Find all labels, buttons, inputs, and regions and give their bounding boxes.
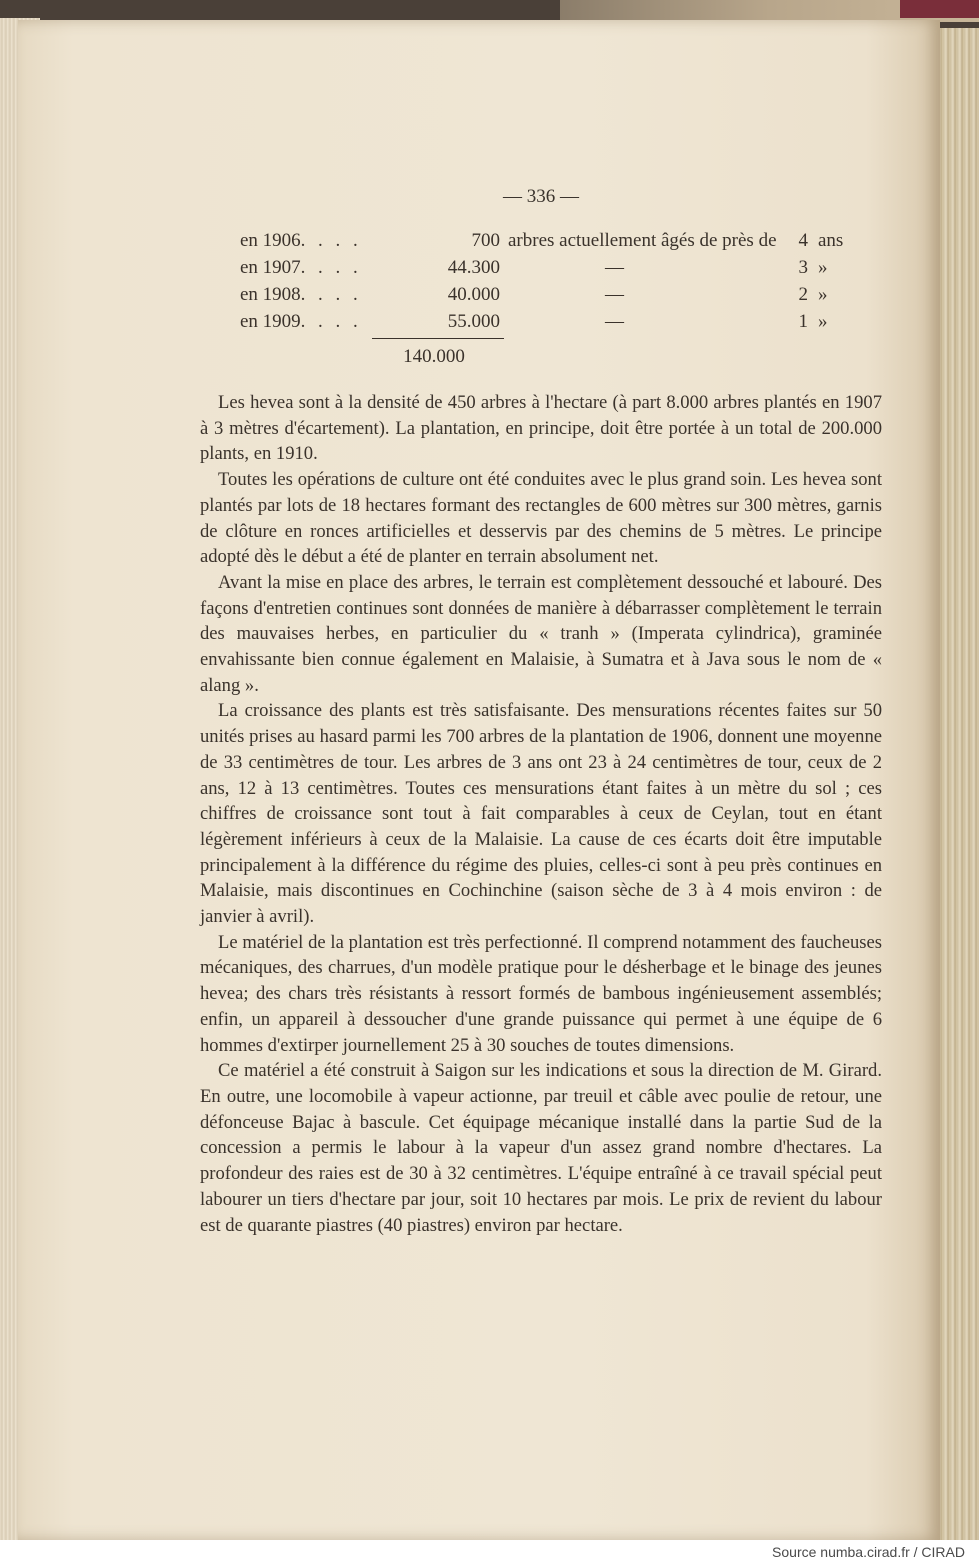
unit-cell: » [818, 257, 828, 278]
right-page-edges [936, 28, 979, 1540]
year-cell: en 1908. [240, 284, 306, 305]
description-cell: arbres actuellement âgés de près de [508, 230, 777, 251]
paragraph: Toutes les opérations de culture ont été conduites avec le plus grand soin. Les hevea sont plantés par lots de 18 hectares formant des rectangles de 600 mètres sur 300 mètres, garnis de clôture en ronces artificielles et desservis par des chemins de 5 mètres. Le principe adopté dès le début a été de planter en terrain absolument net. [200, 469, 882, 568]
ditto-dash: — [605, 284, 624, 305]
age-cell: 3 [798, 257, 808, 278]
unit-cell: ans [818, 230, 844, 251]
age-cell: 1 [798, 311, 808, 332]
body-text [200, 390, 882, 1238]
count-cell: 55.000 [447, 311, 500, 332]
age-cell: 4 [798, 230, 808, 251]
book-binding [900, 0, 979, 18]
unit-cell: » [818, 284, 828, 305]
leader-dots: . . . [318, 311, 362, 332]
ditto-dash: — [605, 311, 624, 332]
count-cell: 40.000 [447, 284, 500, 305]
ditto-dash: — [605, 257, 624, 278]
page-number: — 336 — [503, 186, 579, 207]
count-cell: 700 [471, 230, 500, 251]
year-cell: en 1906. [240, 230, 306, 251]
paragraph: Les hevea sont à la densité de 450 arbres à l'hectare (à part 8.000 arbres plantés en 1907 à 3 mètres d'écartement). La plantation, en principe, doit être portée à un total de 200.000 plants, en 1910. [200, 392, 882, 465]
paragraph: Le matériel de la plantation est très perfectionné. Il comprend notamment des faucheuses mécaniques, des charrues, d'un modèle pratique pour le désherbage et le binage des jeunes hevea; des chars très résistants à ressort formés de bambous ingénieusement assemblés; enfin, un appareil à dessoucher d'une grande puissance qui permet à une équipe de 6 hommes d'extirper journellement 25 à 30 souches de toutes dimensions. [200, 931, 882, 1056]
paragraph: La croissance des plants est très satisfaisante. Des mensurations récentes faites sur 50 unités prises au hasard parmi les 700 arbres de la plantation de 1906, donnent une moyenne de 33 centimètres de tour. Les arbres de 3 ans ont 23 à 24 centimètres de tour, ceux de 2 ans, 12 à 13 centimètres. Toutes ces mensurations étant faites à un mètre du sol ; ces chiffres de croissance sont tout à fait comparables à ceux de Ceylan, tout en étant légèrement inférieurs à ceux de la Malaisie. La cause de ces écarts doit être imputable principalement à la différence du régime des pluies, celles-ci sont à peu près continues en Malaisie, mais discontinues en Cochinchine (saison sèche de 3 à 4 mois environ : de janvier à avril). [200, 700, 882, 928]
unit-cell: » [818, 311, 828, 332]
footer-bar [0, 1540, 979, 1566]
count-cell: 44.300 [447, 257, 500, 278]
leader-dots: . . . [318, 257, 362, 278]
source-credit: Source numba.cirad.fr / CIRAD [772, 1544, 965, 1560]
year-cell: en 1909. [240, 311, 306, 332]
age-cell: 2 [798, 284, 808, 305]
paragraph: Ce matériel a été construit à Saigon sur les indications et sous la direction de M. Girard. En outre, une locomobile à vapeur actionne, par treuil et câble avec poulie de retour, une défonceuse Bajac à bascule. Cet équipage mécanique installé dans la partie Sud de la concession a permis le labour à la vapeur d'un assez grand nombre d'hectares. La profondeur des raies est de 30 à 32 centimètres. L'équipe entraîné à ce travail spécial peut labourer un tiers d'hectare par jour, soit 10 hectares par mois. Le prix de revient du labour est de quarante piastres (40 piastres) environ par hectare. [200, 1060, 882, 1236]
leader-dots: . . . [318, 284, 362, 305]
leader-dots: . . . [318, 230, 362, 251]
total-value: 140.000 [403, 346, 465, 367]
year-cell: en 1907. [240, 257, 306, 278]
paragraph: Avant la mise en place des arbres, le terrain est complètement dessouché et labouré. Des façons d'entretien continues sont données de manière à débarrasser complètement le terrain des mauvaises herbes, en particulier du « tranh » (Imperata cylindrica), graminée envahissante bien connue également en Malaisie, à Sumatra et à Java sous le nom de « alang ». [200, 571, 882, 696]
total-rule [372, 338, 504, 339]
